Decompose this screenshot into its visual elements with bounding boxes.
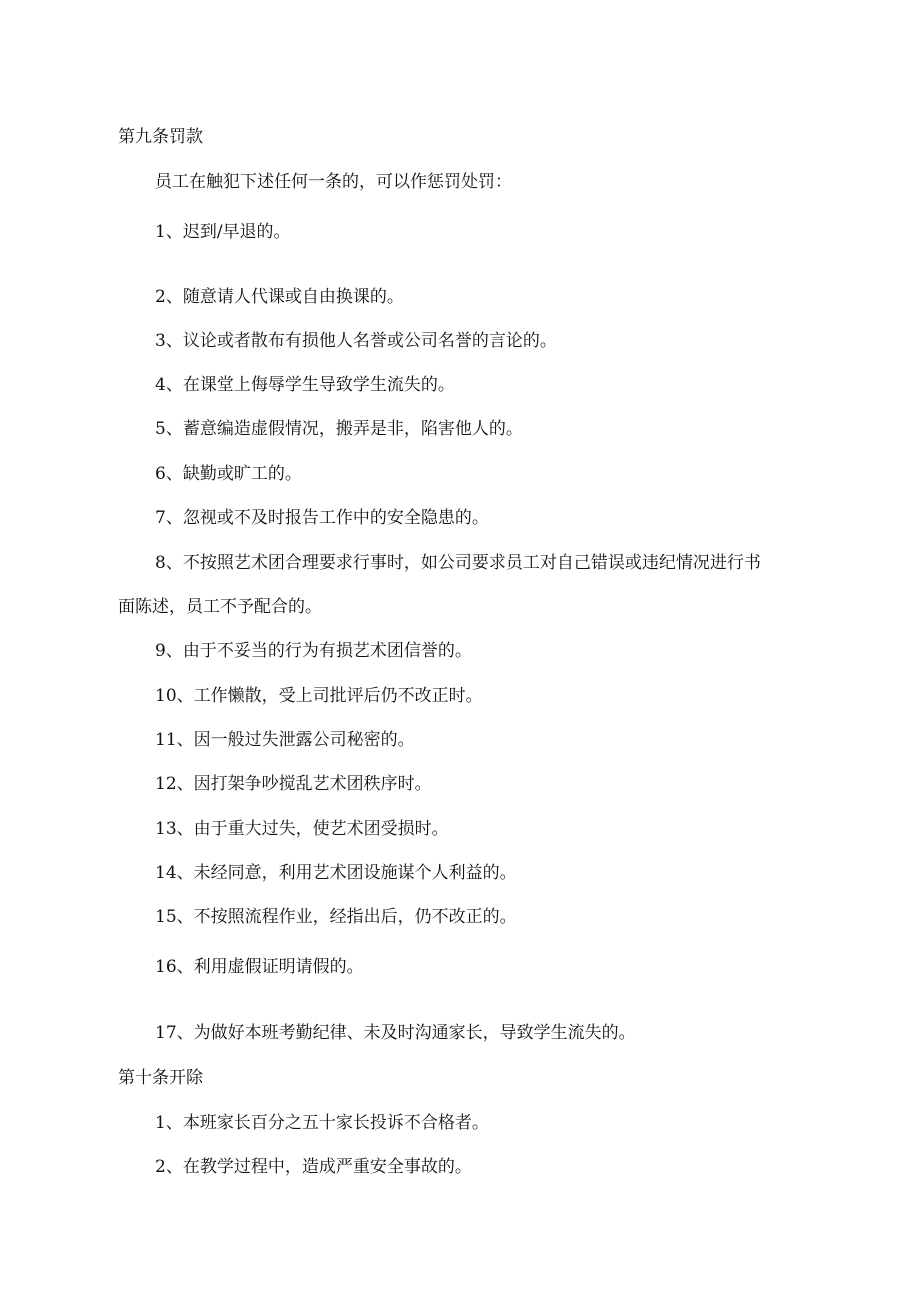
section-9-intro: 员工在触犯下述任何一条的，可以作惩罚处罚： [155, 172, 512, 192]
list-item: 6、缺勤或旷工的。 [155, 464, 302, 484]
list-item: 14、未经同意，利用艺术团设施谋个人利益的。 [155, 863, 517, 883]
list-item: 3、议论或者散布有损他人名誉或公司名誉的言论的。 [155, 331, 557, 351]
list-item: 5、蓄意编造虚假情况，搬弄是非，陷害他人的。 [155, 419, 523, 439]
list-item: 1、迟到/早退的。 [155, 222, 291, 242]
section-10-title: 第十条开除 [118, 1068, 203, 1088]
list-item: 13、由于重大过失，使艺术团受损时。 [155, 819, 449, 839]
list-item: 2、在教学过程中，造成严重安全事故的。 [155, 1157, 472, 1177]
list-item: 9、由于不妥当的行为有损艺术团信誉的。 [155, 641, 472, 661]
list-item: 15、不按照流程作业，经指出后，仍不改正的。 [155, 907, 517, 927]
list-item: 10、工作懒散，受上司批评后仍不改正时。 [155, 686, 483, 706]
list-item: 4、在课堂上侮辱学生导致学生流失的。 [155, 375, 455, 395]
list-item: 11、因一般过失泄露公司秘密的。 [155, 730, 415, 750]
list-item: 16、利用虚假证明请假的。 [155, 957, 364, 977]
list-item: 7、忽视或不及时报告工作中的安全隐患的。 [155, 508, 489, 528]
list-item: 2、随意请人代课或自由换课的。 [155, 287, 404, 307]
list-item: 12、因打架争吵搅乱艺术团秩序时。 [155, 774, 432, 794]
section-9-title: 第九条罚款 [118, 127, 203, 147]
list-item-continuation: 面陈述，员工不予配合的。 [118, 597, 322, 617]
list-item: 8、不按照艺术团合理要求行事时，如公司要求员工对自己错误或违纪情况进行书 [155, 553, 761, 573]
list-item: 17、为做好本班考勤纪律、未及时沟通家长，导致学生流失的。 [155, 1023, 636, 1043]
list-item: 1、本班家长百分之五十家长投诉不合格者。 [155, 1113, 489, 1133]
